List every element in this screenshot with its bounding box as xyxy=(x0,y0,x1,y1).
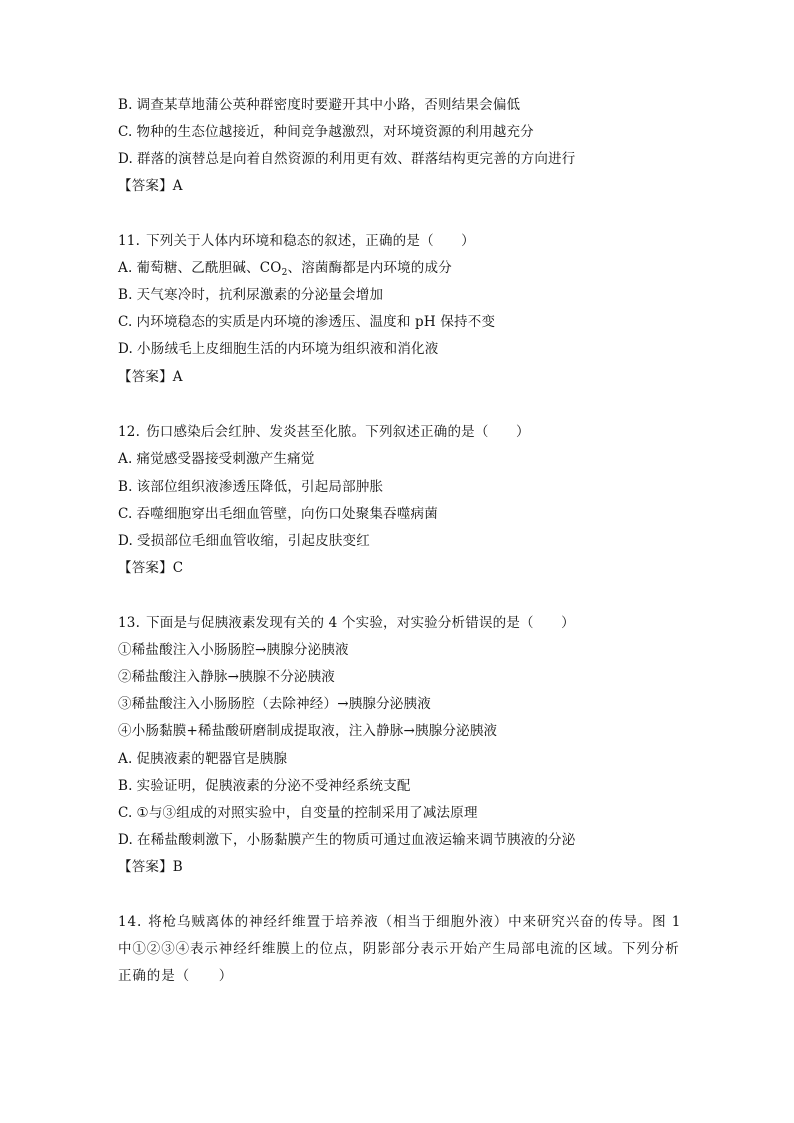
q13-experiment-4: ④小肠黏膜+稀盐酸研磨制成提取液，注入静脉→胰腺分泌胰液 xyxy=(118,723,498,739)
question-number: 13. xyxy=(118,615,141,631)
option-text: 群落的演替总是向着自然资源的利用更有效、群落结构更完善的方向进行 xyxy=(137,151,576,167)
option-text: 在稀盐酸刺激下，小肠黏膜产生的物质可通过血液运输来调节胰液的分泌 xyxy=(137,832,576,848)
q12-option-b xyxy=(118,477,383,497)
q11-option-a xyxy=(118,258,452,283)
q11-answer: 【答案】A xyxy=(118,369,183,385)
option-letter: C. xyxy=(118,506,133,522)
q13-experiment-3: ③稀盐酸注入小肠肠腔（去除神经）→胰腺分泌胰液 xyxy=(118,696,431,712)
option-letter: B. xyxy=(118,479,133,495)
option-letter: D. xyxy=(118,151,134,167)
option-text: 小肠绒毛上皮细胞生活的内环境为组织液和消化液 xyxy=(137,341,439,357)
q13-stem xyxy=(118,613,575,633)
option-text: 内环境稳态的实质是内环境的渗透压、温度和 pH 保持不变 xyxy=(136,314,496,330)
option-text: 该部位组织液渗透压降低，引起局部肿胀 xyxy=(136,479,384,495)
q10-option-b xyxy=(118,95,520,115)
q13-experiment-2: ②稀盐酸注入静脉→胰腺不分泌胰液 xyxy=(118,669,336,685)
option-text: 物种的生态位越接近，种间竞争越激烈，对环境资源的利用越充分 xyxy=(136,124,534,140)
option-text: 受损部位毛细血管收缩，引起皮肤变红 xyxy=(137,533,370,549)
option-text: 调查某草地蒲公英种群密度时要避开其中小路，否则结果会偏低 xyxy=(136,97,521,113)
option-text-rest: 、溶菌酶都是内环境的成分 xyxy=(287,260,452,276)
q12-answer: 【答案】C xyxy=(118,560,184,576)
q10-option-d xyxy=(118,149,575,169)
option-text: 吞噬细胞穿出毛细血管壁，向伤口处聚集吞噬病菌 xyxy=(136,506,438,522)
q12-option-a xyxy=(118,449,315,469)
q12-option-d xyxy=(118,531,370,551)
option-letter: B. xyxy=(118,97,133,113)
q13-option-c xyxy=(118,803,478,823)
q14-stem-line-3: 正确的是（ ） xyxy=(118,968,234,984)
option-letter: A. xyxy=(118,751,133,767)
q13-experiment-1: ①稀盐酸注入小肠肠腔→胰腺分泌胰液 xyxy=(118,642,349,658)
q11-stem xyxy=(118,231,475,251)
q11-option-b xyxy=(118,285,383,305)
question-text: 下列关于人体内环境和稳态的叙述，正确的是（ ） xyxy=(146,233,475,249)
option-letter: D. xyxy=(118,832,134,848)
option-text: 葡萄糖、乙酰胆碱、CO xyxy=(136,260,282,276)
q13-option-a xyxy=(118,749,287,769)
q10-option-c xyxy=(118,122,534,142)
option-text: 促胰液素的靶器官是胰腺 xyxy=(136,751,288,767)
option-text: 痛觉感受器接受刺激产生痛觉 xyxy=(136,451,315,467)
option-letter: C. xyxy=(118,314,133,330)
question-text: 将枪乌贼离体的神经纤维置于培养液（相当于细胞外液）中来研究兴奋的传导。图 1 xyxy=(148,914,682,930)
option-letter: D. xyxy=(118,533,134,549)
option-letter: C. xyxy=(118,124,133,140)
q11-option-d xyxy=(118,339,438,359)
q14-stem-line-2: 中①②③④表示神经纤维膜上的位点，阴影部分表示开始产生局部电流的区域。下列分析 xyxy=(118,941,680,957)
option-letter: A. xyxy=(118,260,133,276)
question-text: 下面是与促胰液素发现有关的 4 个实验，对实验分析错误的是（ ） xyxy=(146,615,575,631)
question-number: 11. xyxy=(118,233,141,249)
option-letter: C. xyxy=(118,805,133,821)
option-letter: B. xyxy=(118,287,133,303)
subscript: 2 xyxy=(281,268,288,278)
question-text: 伤口感染后会红肿、发炎甚至化脓。下列叙述正确的是（ ） xyxy=(146,424,530,440)
option-letter: D. xyxy=(118,341,134,357)
option-letter: A. xyxy=(118,451,133,467)
q12-stem xyxy=(118,422,530,442)
option-text: ①与③组成的对照实验中，自变量的控制采用了减法原理 xyxy=(136,805,478,821)
q13-option-b xyxy=(118,776,411,796)
q12-option-c xyxy=(118,504,438,524)
question-number: 14. xyxy=(118,914,143,930)
q11-option-c xyxy=(118,312,495,332)
option-text: 天气寒冷时，抗利尿激素的分泌量会增加 xyxy=(136,287,384,303)
option-text: 实验证明，促胰液素的分泌不受神经系统支配 xyxy=(136,778,411,794)
q13-option-d xyxy=(118,830,575,850)
q14-stem-line-1 xyxy=(118,912,681,932)
question-number: 12. xyxy=(118,424,141,440)
option-letter: B. xyxy=(118,778,133,794)
q10-answer: 【答案】A xyxy=(118,178,183,194)
q13-answer: 【答案】B xyxy=(118,859,183,875)
